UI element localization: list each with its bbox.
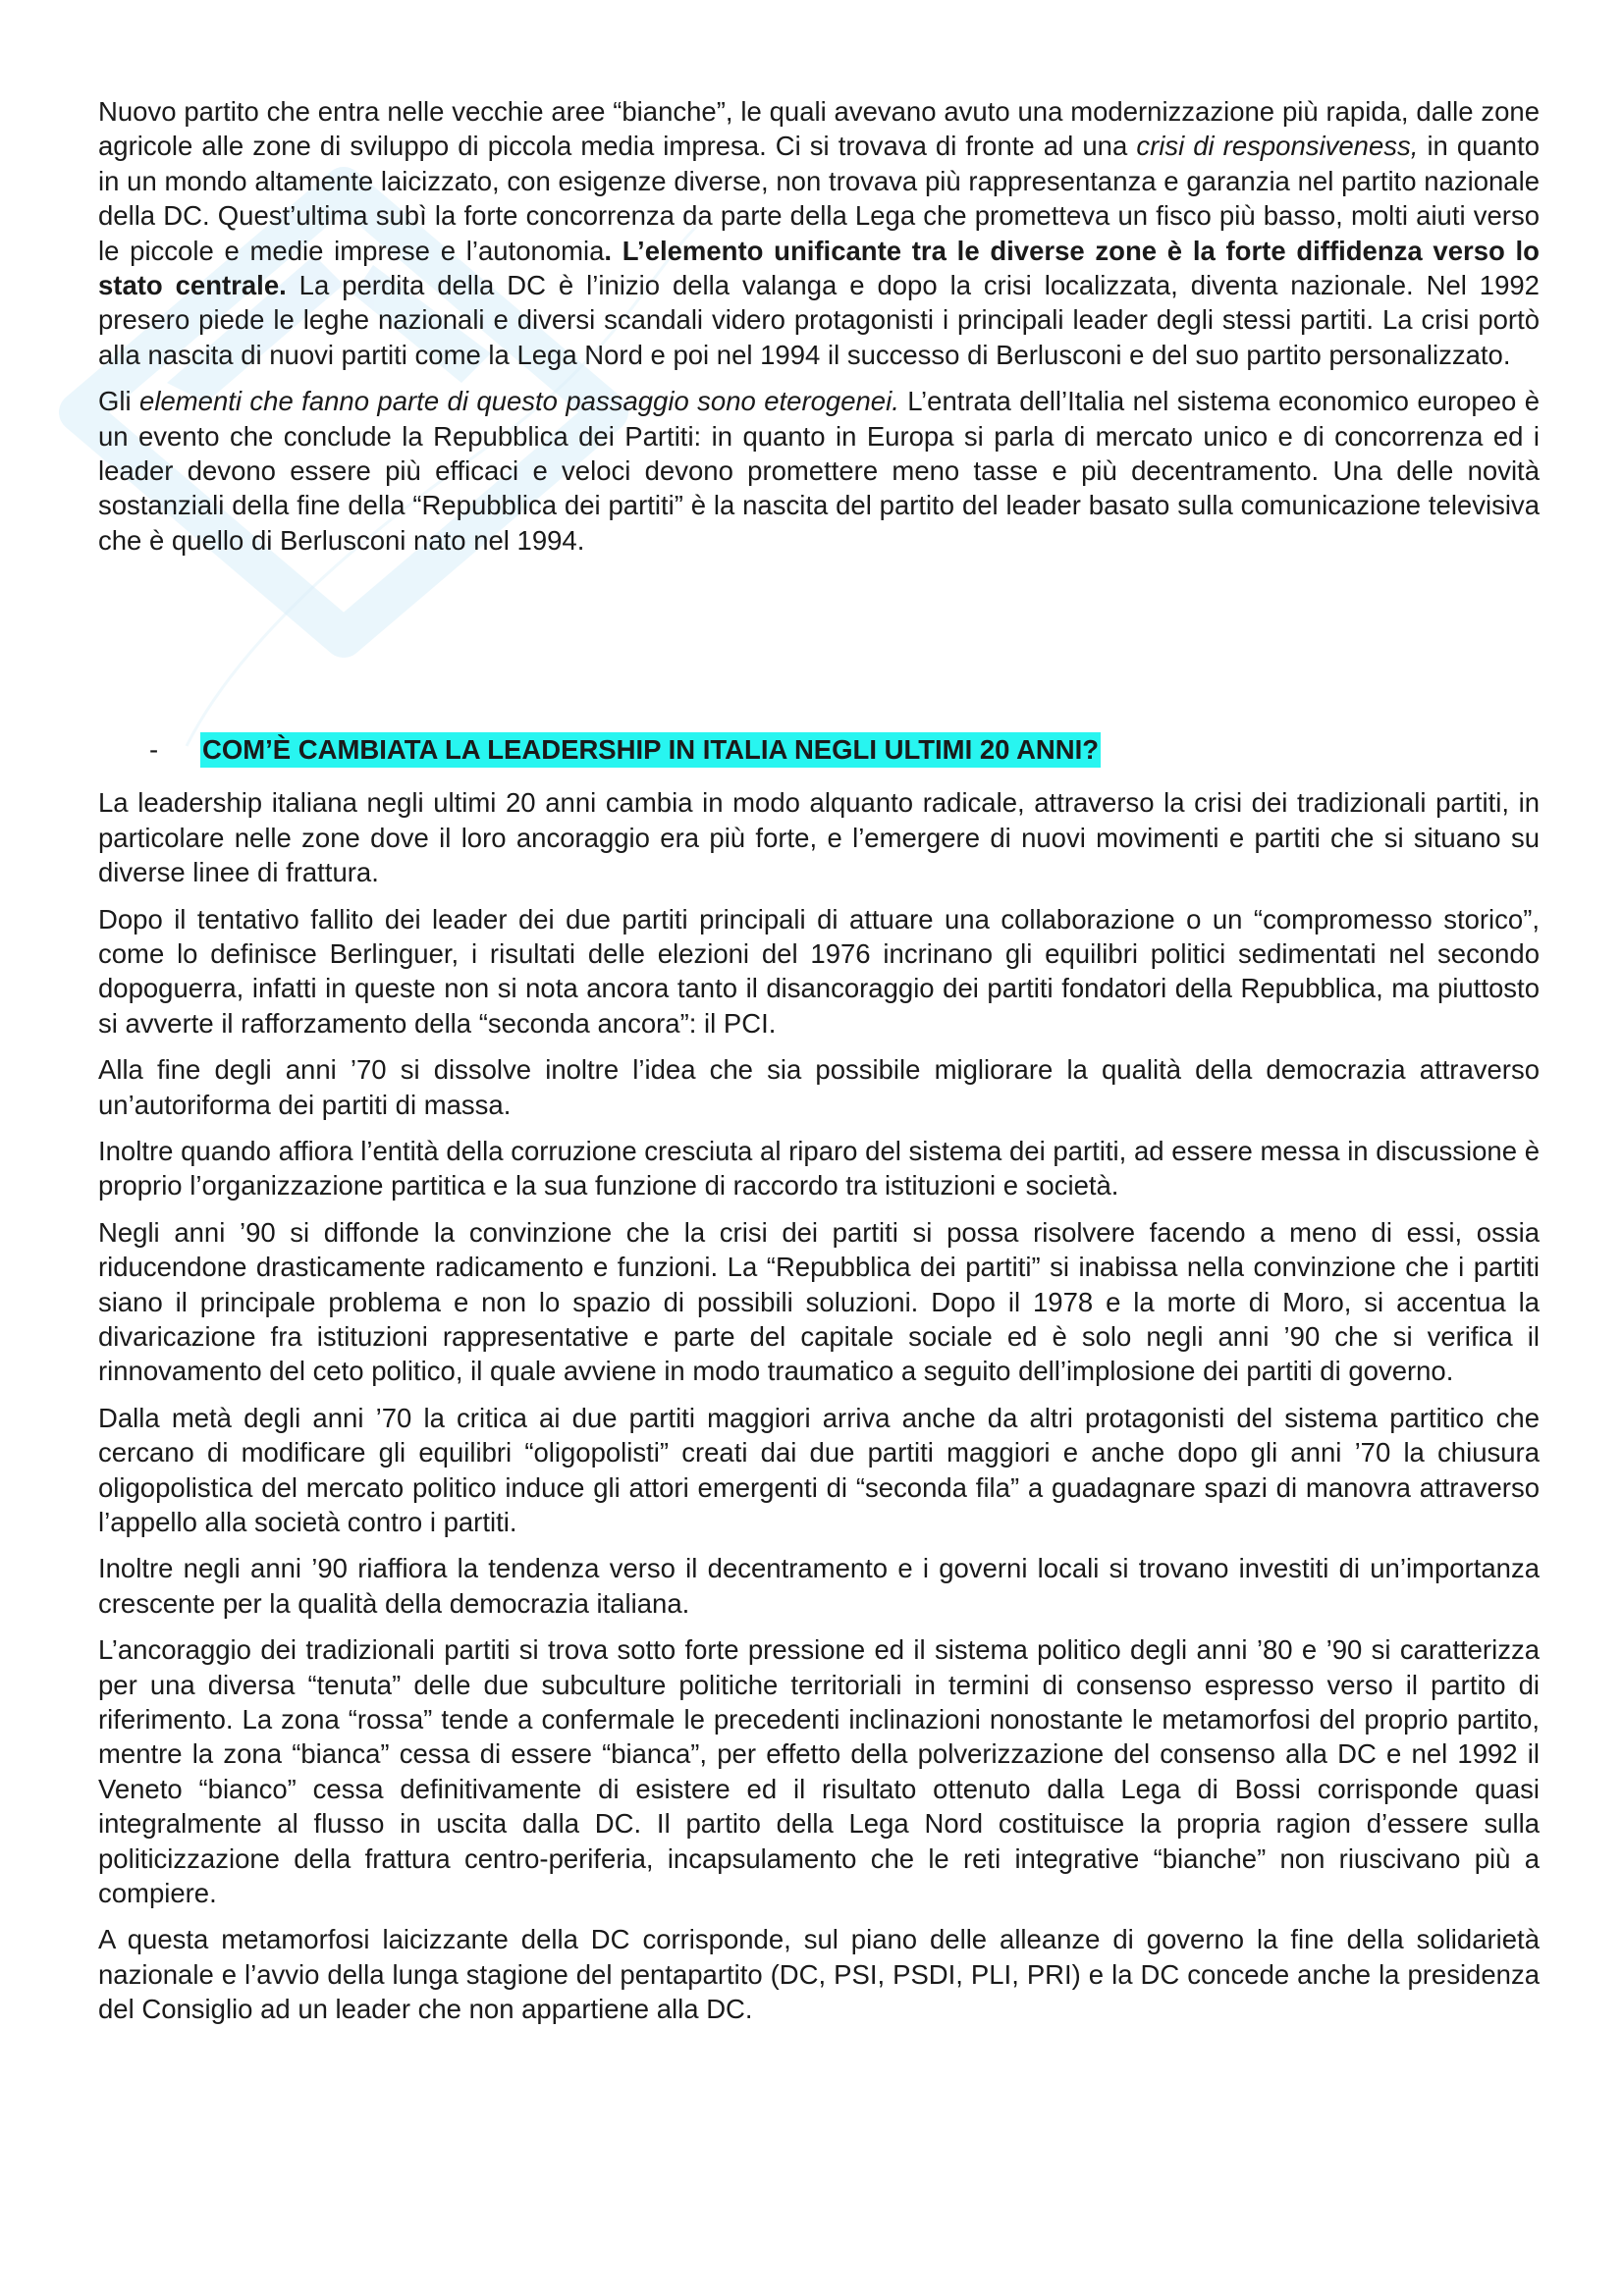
paragraph: A questa metamorfosi laicizzante della DC corrisponde, sul piano delle alleanze di governo la fine della solidarietà nazionale e l’avvio della lunga stagione del pentapartito (DC, PSI, PSDI, PLI, PRI) e la DC concede anche la presidenza del Consiglio ad un leader che non appartiene alla DC. [98,1924,1540,2025]
paragraph: Inoltre negli anni ’90 riaffiora la tendenza verso il decentramento e i governi locali si trovano investiti di un’importanza crescente per la qualità della democrazia italiana. [98,1553,1540,1619]
paragraph-elements [98,384,1540,558]
paragraph: Alla fine degli anni ’70 si dissolve inoltre l’idea che sia possibile migliorare la qualità della democrazia attraverso un’autoriforma dei partiti di massa. [98,1054,1540,1120]
document-page [98,94,1540,2039]
blank-space [98,569,1540,732]
paragraph-intro [98,94,1540,372]
text-run: Nuovo partito che entra nelle vecchie aree “bianche”, le quali avevano avuto una modernizzazione più rapida, dalle zone agricole alle zone di sviluppo di piccola media impresa. Ci si trovava di fronte ad una [98,96,1540,162]
italic-run: crisi di responsiveness, [1136,131,1419,162]
paragraph: L’ancoraggio dei tradizionali partiti si trova sotto forte pressione ed il sistema politico degli anni ’80 e ’90 si caratterizza per una diversa “tenuta” delle due subculture politiche territoriali in termini di consenso espresso verso il partito di riferimento. La zona “rossa” tende a confermale le precedenti inclinazioni nonostante le metamorfosi del proprio partito, mentre la zona “bianca” cessa di essere “bianca”, per effetto della polverizzazione del consenso alla DC e nel 1992 il Veneto “bianco” cessa definitivamente di esistere ed il risultato ottenuto dalla Lega di Bossi corrisponde quasi integralmente al flusso in uscita dalla DC. Il partito della Lega Nord costituisce la propria ragion d’essere sulla politicizzazione della frattura centro-periferia, incapsulamento che le reti integrative “bianche” non riuscivano più a compiere. [98,1634,1540,1909]
list-dash: - [149,734,159,766]
paragraph: Dalla metà degli anni ’70 la critica ai due partiti maggiori arriva anche da altri protagonisti del sistema partitico che cercano di modificare gli equilibri “oligopolisti” creati dai due partiti maggiori e anche dopo gli anni ’70 la chiusura oligopolistica del mercato politico induce gli attori emergenti di “seconda fila” a guadagnare spazi di manovra attraverso l’appello alla società contro i partiti. [98,1402,1540,1537]
paragraph: Inoltre quando affiora l’entità della corruzione cresciuta al riparo del sistema dei partiti, ad essere messa in discussione è proprio l’organizzazione partitica e la sua funzione di raccordo tra istituzioni e società. [98,1135,1540,1201]
text-run: L’entrata dell’Italia nel sistema economico europeo è un evento che conclude la Repubblica dei Partiti: in quanto in Europa si parla di mercato unico e di concorrenza ed i leader devono essere più efficaci e veloci devono promettere meno tasse e più decentramento. Una delle novità sostanziali della fine della “Repubblica dei partiti” è la nascita del partito del leader basato sulla comunicazione televisiva che è quello di Berlusconi nato nel 1994. [98,386,1540,556]
italic-run: elementi che fanno parte di questo passaggio sono eterogenei. [139,386,899,417]
text-run: in quanto in un mondo altamente laicizzato, con esigenze diverse, non trovava più rappresentanza e garanzia nel partito nazionale della DC. Quest’ultima subì la forte concorrenza da parte della Lega che prometteva un fisco più basso, molti aiuti verso le piccole e medie imprese e l’autonomia [98,131,1541,266]
text-run: Gli [98,386,140,417]
bold-sentence: L’elemento unificante tra le diverse zone è la forte diffidenza verso lo stato centrale. [98,235,1540,301]
text-run: La perdita della DC è l’inizio della valanga e dopo la crisi localizzata, diventa nazionale. Nel 1992 presero piede le leghe nazionali e diversi scandali videro protagonisti i principali leader degli stessi partiti. La crisi portò alla nascita di nuovi partiti come la Lega Nord e poi nel 1994 il successo di Berlusconi e del suo partito personalizzato. [98,270,1540,370]
section-heading [98,732,1540,768]
paragraph: Negli anni ’90 si diffonde la convinzione che la crisi dei partiti si possa risolvere facendo a meno di essi, ossia riducendone drasticamente radicamento e funzioni. La “Repubblica dei partiti” si inabissa nella convinzione che i partiti siano il principale problema e non lo spazio di possibili soluzioni. Dopo il 1978 e la morte di Moro, si accentua la divaricazione fra istituzioni rappresentative e parte del capitale sociale ed è solo negli anni ’90 che si verifica il rinnovamento del ceto politico, il quale avviene in modo traumatico a seguito dell’implosione dei partiti di governo. [98,1216,1540,1387]
paragraph: La leadership italiana negli ultimi 20 anni cambia in modo alquanto radicale, attraverso la crisi dei tradizionali partiti, in particolare nelle zone dove il loro ancoraggio era più forte, e l’emergere di nuovi movimenti e partiti che si situano su diverse linee di frattura. [98,787,1540,888]
bold-run: . [604,235,613,266]
paragraph: Dopo il tentativo fallito dei leader dei due partiti principali di attuare una collaborazione o un “compromesso storico”, come lo definisce Berlinguer, i risultati delle elezioni del 1976 incrinano gli equilibri politici sedimentati nel secondo dopoguerra, infatti in queste non si nota ancora tanto il disancoraggio dei partiti fondatori della Repubblica, ma piuttosto si avverte il rafforzamento della “seconda ancora”: il PCI. [98,903,1540,1039]
highlighted-question: COM’È CAMBIATA LA LEADERSHIP IN ITALIA NEGLI ULTIMI 20 ANNI? [200,732,1101,768]
